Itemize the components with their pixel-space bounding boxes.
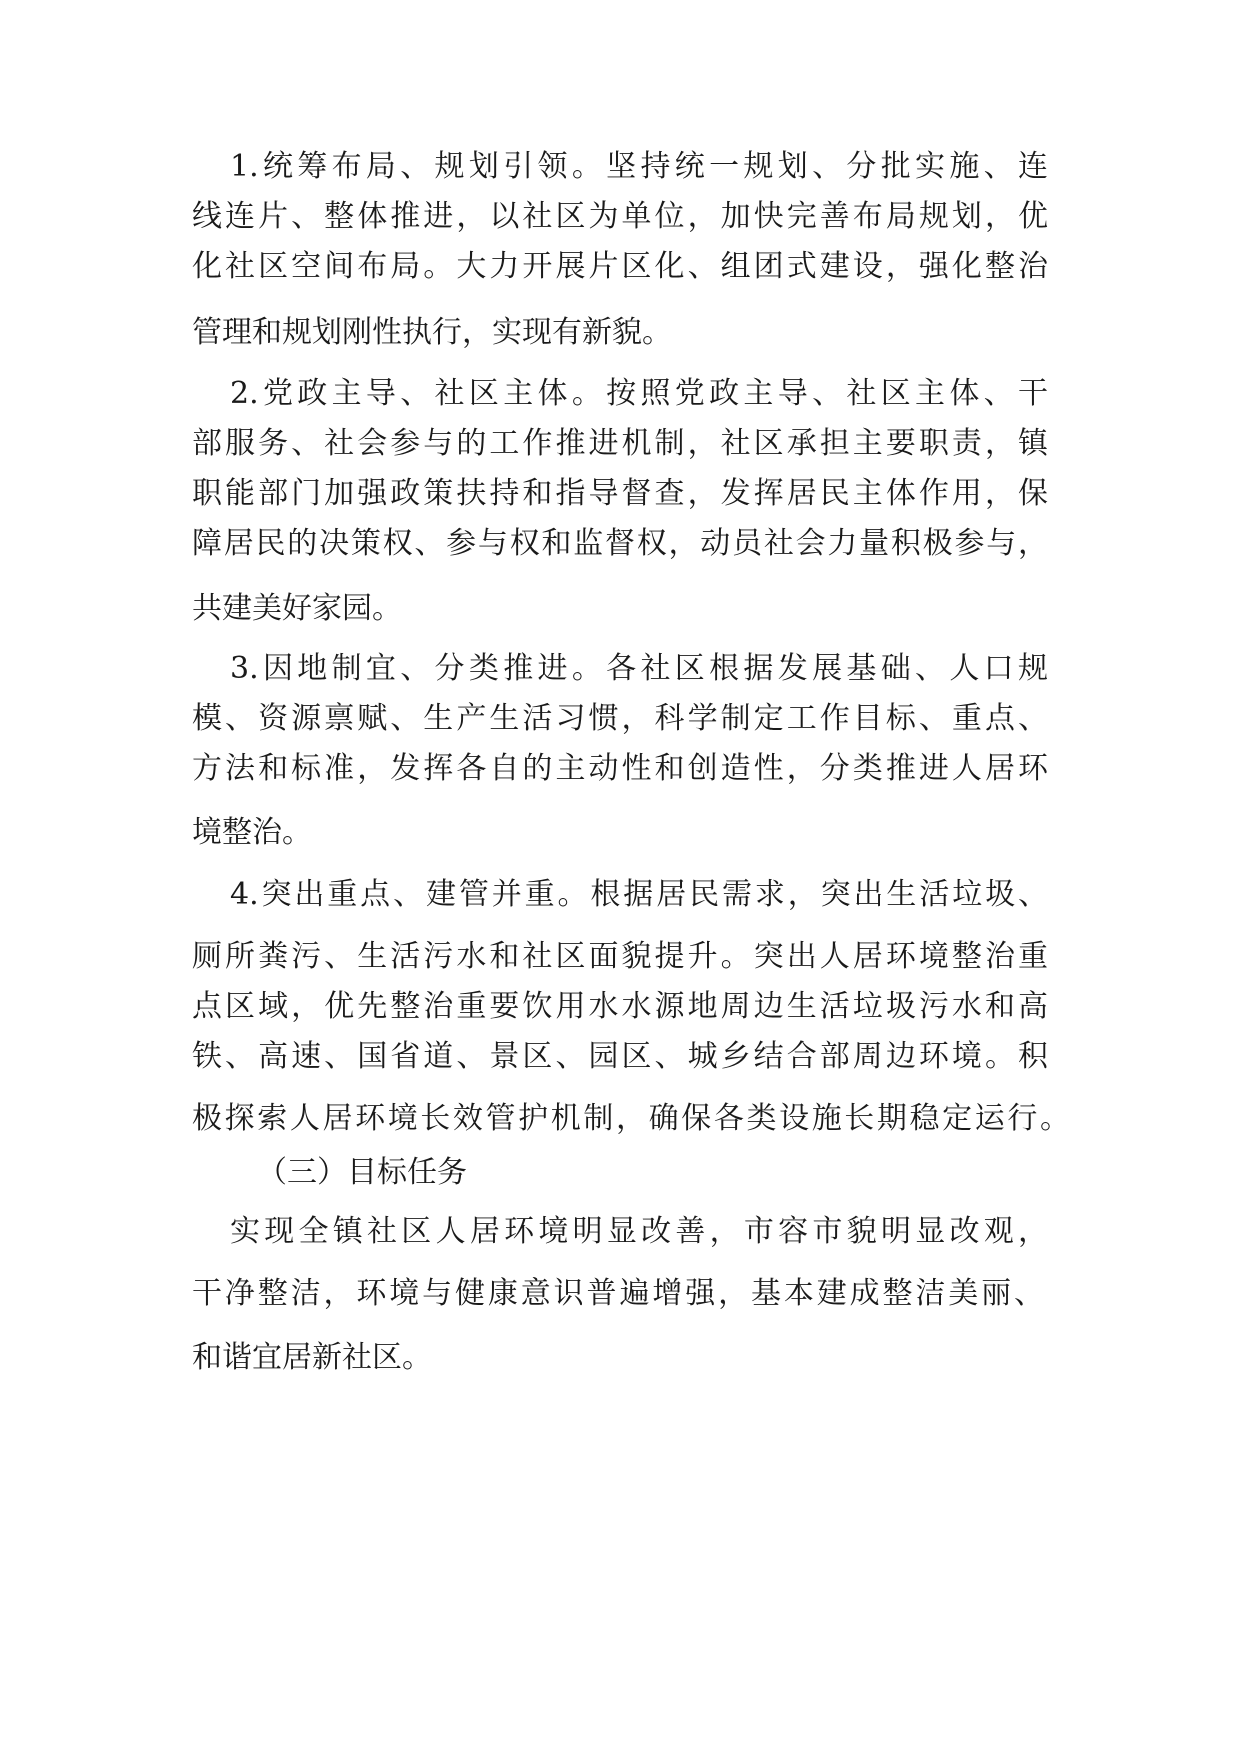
paragraph-5-line-3: 和谐宜居新社区。: [192, 1340, 432, 1375]
paragraph-3-line-2: 模、资源禀赋、生产生活习惯，科学制定工作目标、重点、: [192, 701, 1048, 736]
paragraph-4-line-3: 点区域，优先整治重要饮用水水源地周边生活垃圾污水和高: [192, 989, 1048, 1024]
paragraph-5-line-1: 实现全镇社区人居环境明显改善，市容市貌明显改观，: [230, 1214, 1048, 1249]
paragraph-4-line-2: 厕所粪污、生活污水和社区面貌提升。突出人居环境整治重: [192, 939, 1048, 974]
paragraph-5-line-2: 干净整洁，环境与健康意识普遍增强，基本建成整洁美丽、: [192, 1276, 1044, 1311]
section-heading: （三）目标任务: [257, 1155, 467, 1190]
paragraph-3-line-4: 境整治。: [192, 815, 312, 850]
paragraph-1-line-4: 管理和规划刚性执行，实现有新貌。: [192, 315, 672, 350]
paragraph-3-line-1: 3.因地制宜、分类推进。各社区根据发展基础、人口规: [230, 651, 1048, 686]
paragraph-2-line-1: 2.党政主导、社区主体。按照党政主导、社区主体、干: [230, 376, 1048, 411]
paragraph-4-line-1: 4.突出重点、建管并重。根据居民需求，突出生活垃圾、: [230, 877, 1048, 912]
paragraph-1-line-3: 化社区空间布局。大力开展片区化、组团式建设，强化整治: [192, 249, 1048, 284]
paragraph-4-line-5: 极探索人居环境长效管护机制，确保各类设施长期稳定运行。: [192, 1101, 1070, 1136]
paragraph-2-line-2: 部服务、社会参与的工作推进机制，社区承担主要职责，镇: [192, 426, 1048, 461]
paragraph-2-line-3: 职能部门加强政策扶持和指导督查，发挥居民主体作用，保: [192, 476, 1048, 511]
paragraph-4-line-4: 铁、高速、国省道、景区、园区、城乡结合部周边环境。积: [192, 1039, 1048, 1074]
paragraph-2-line-5: 共建美好家园。: [192, 591, 402, 626]
paragraph-2-line-4: 障居民的决策权、参与权和监督权，动员社会力量积极参与，: [192, 526, 1048, 561]
paragraph-3-line-3: 方法和标准，发挥各自的主动性和创造性，分类推进人居环: [192, 751, 1048, 786]
paragraph-1-line-1: 1.统筹布局、规划引领。坚持统一规划、分批实施、连: [230, 149, 1048, 184]
paragraph-1-line-2: 线连片、整体推进，以社区为单位，加快完善布局规划，优: [192, 199, 1048, 234]
